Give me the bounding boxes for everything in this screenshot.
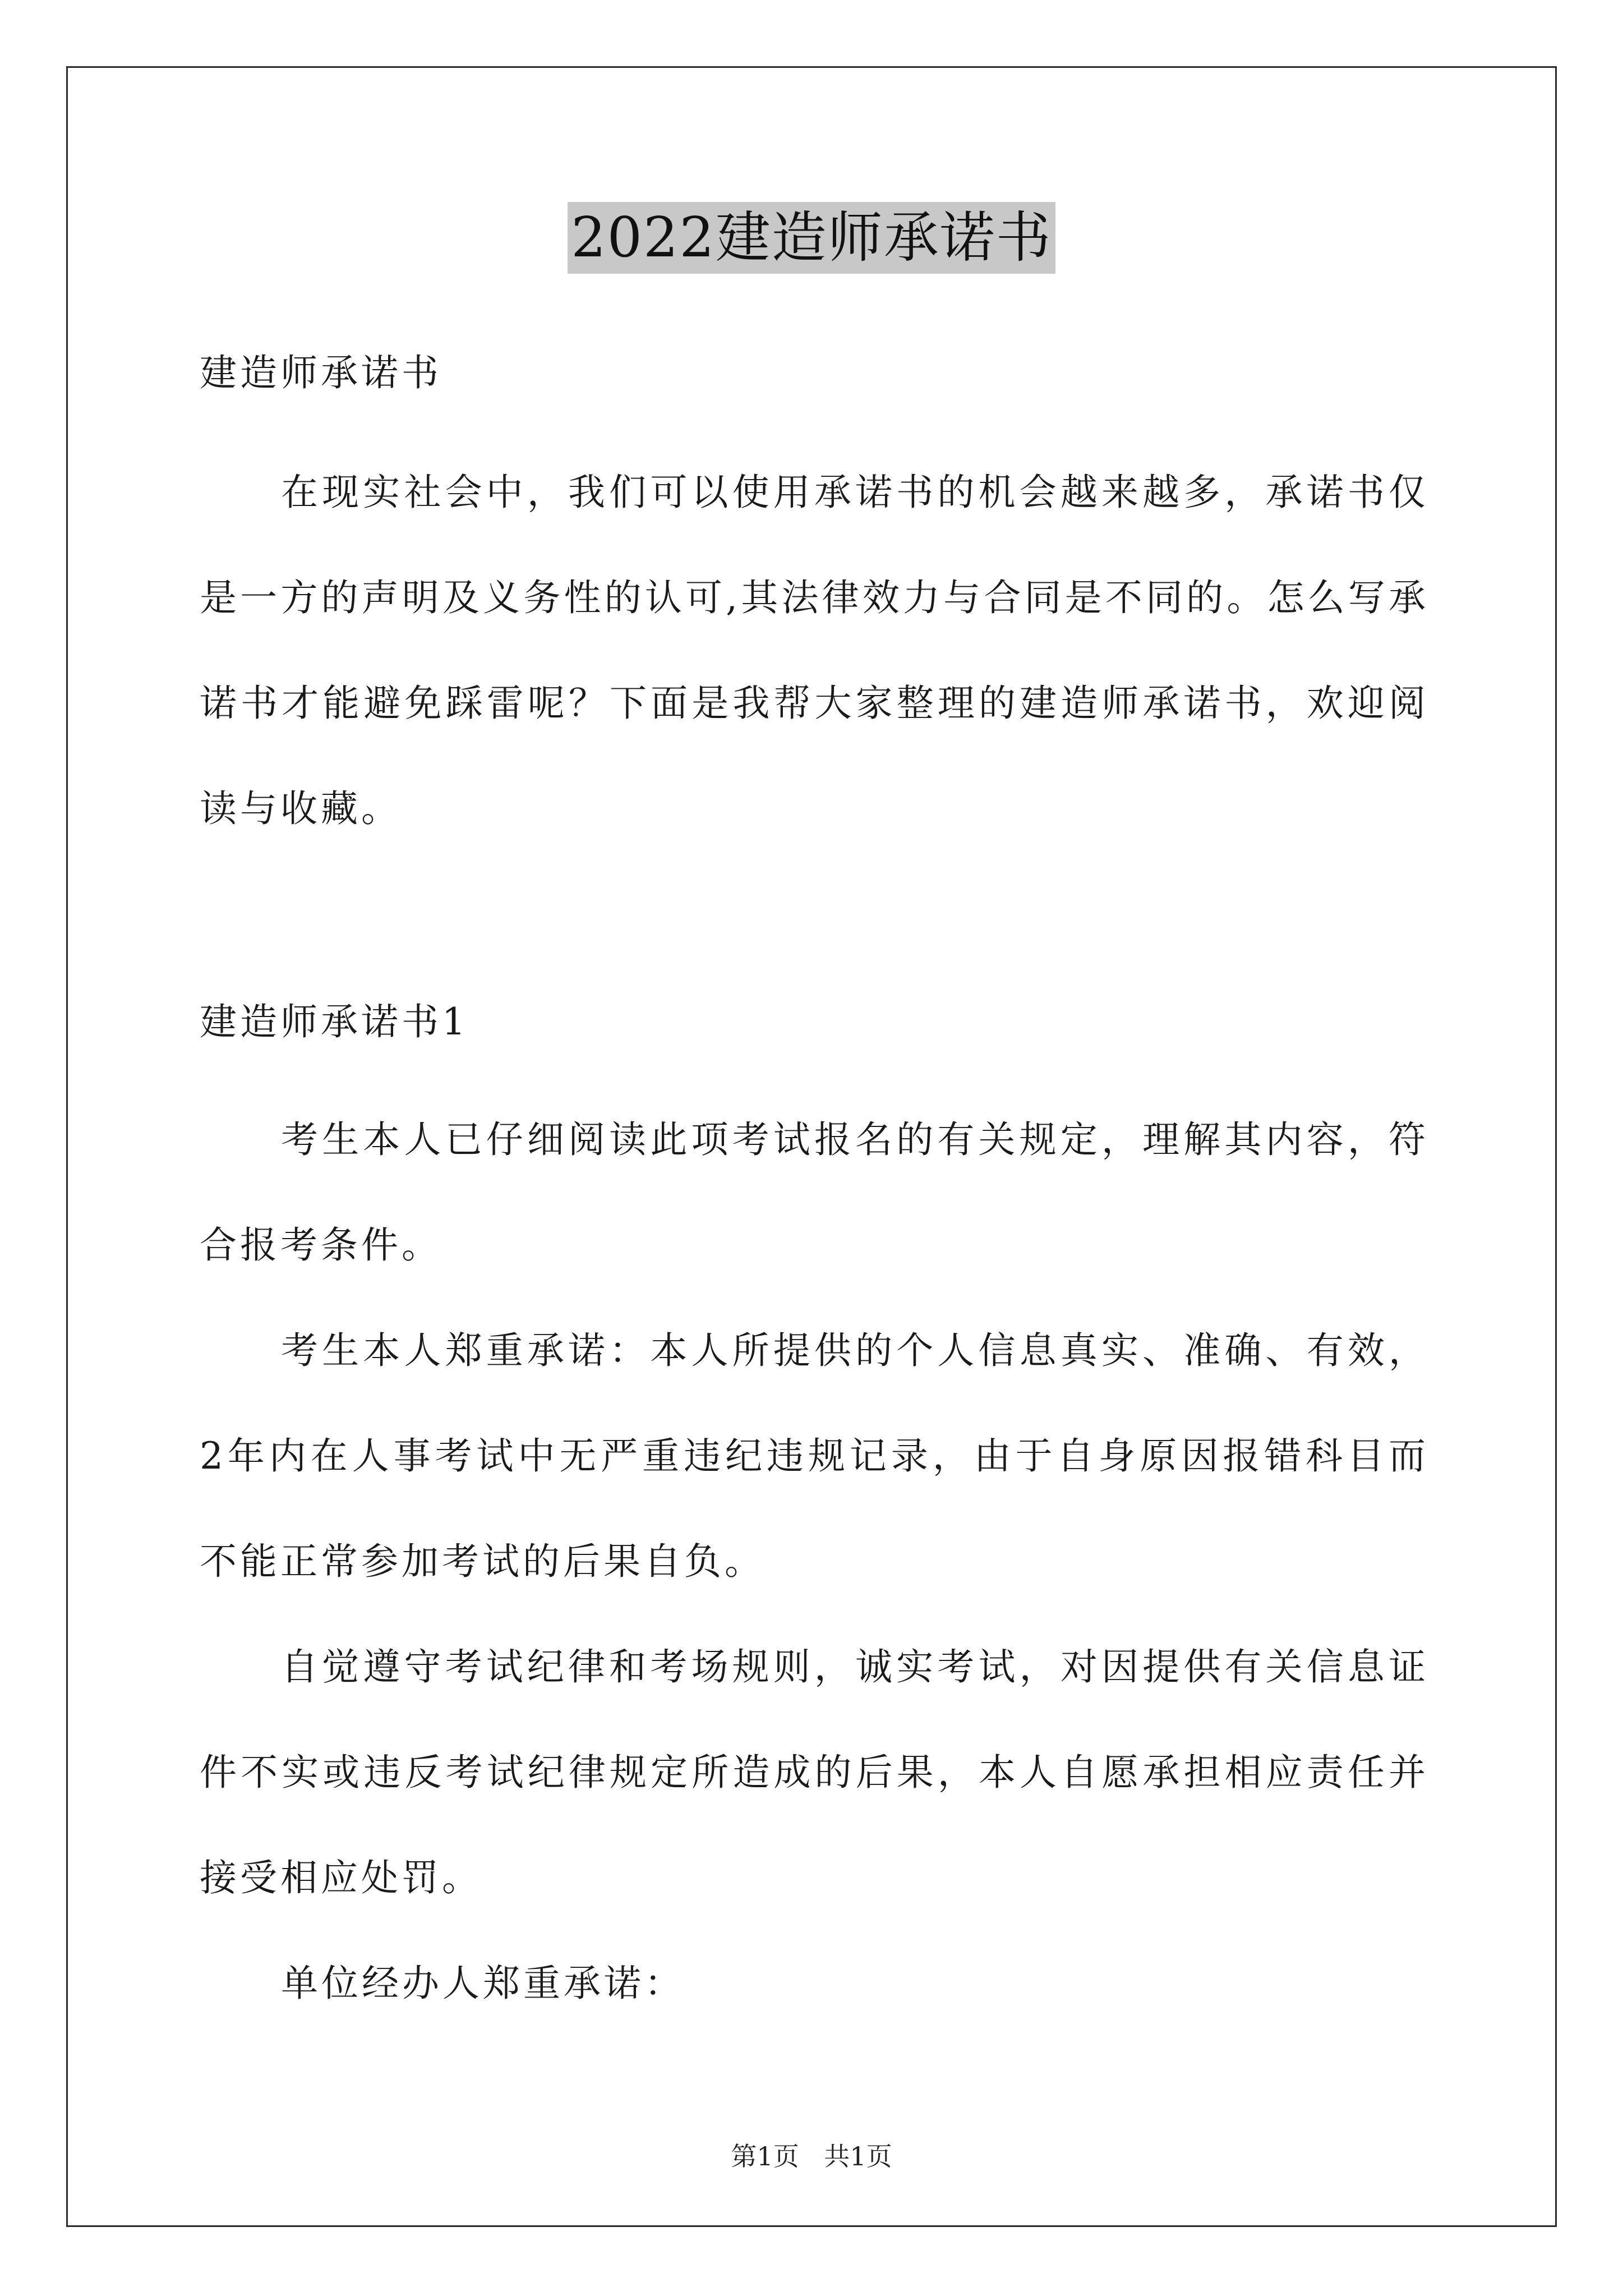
page-footer: 第1页 共1页 <box>731 2141 892 2171</box>
document-heading: 建造师承诺书 <box>200 351 442 394</box>
section-body <box>200 1087 1429 2036</box>
document-title: 2022建造师承诺书 <box>568 202 1055 274</box>
title-container <box>0 202 1623 274</box>
intro-paragraph: 在现实社会中，我们可以使用承诺书的机会越来越多，承诺书仅是一方的声明及义务性的认可,其法律效力与合同是不同的。怎么写承诺书才能避免踩雷呢？下面是我帮大家整理的建造师承诺书，欢迎阅读与收藏。 <box>200 471 1429 830</box>
paragraph-3: 自觉遵守考试纪律和考场规则，诚实考试，对因提供有关信息证件不实或违反考试纪律规定所造成的后果，本人自愿承担相应责任并接受相应处罚。 <box>200 1645 1429 1899</box>
section-heading: 建造师承诺书1 <box>200 1000 469 1043</box>
paragraph-2: 考生本人郑重承诺：本人所提供的个人信息真实、准确、有效，2年内在人事考试中无严重违纪违规记录，由于自身原因报错科目而不能正常参加考试的后果自负。 <box>200 1329 1429 1583</box>
intro-block <box>200 440 1429 862</box>
paragraph-4: 单位经办人郑重承诺： <box>281 1962 685 2005</box>
paragraph-1: 考生本人已仔细阅读此项考试报名的有关规定，理解其内容，符合报考条件。 <box>200 1118 1429 1267</box>
